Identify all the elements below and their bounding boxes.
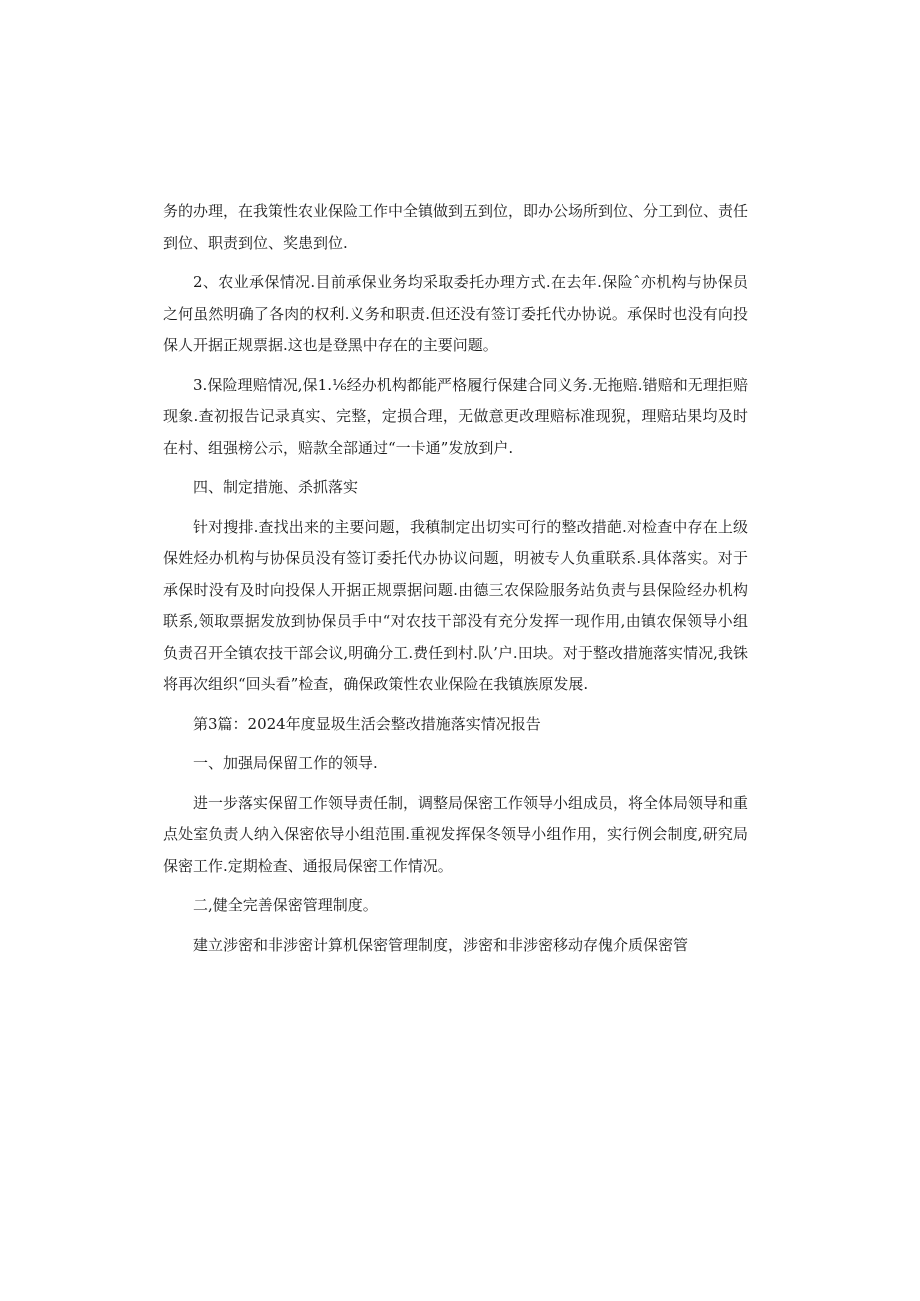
paragraph-6: 进一步落实保留工作领导责任制，调整局保密工作领导小组成员，将全体局领导和重点处室负责人纳入保密依导小组范围.重视发挥保冬领导小组作用，实行例会制度,研究局保密工作.定期检查、通报局保密工作情况。: [163, 793, 749, 875]
section-heading-2: 二,健全完善保密管理制度。: [193, 896, 378, 914]
paragraph-2: 2、农业承保情况.目前承保业务均采取委托办理方式.在去年.保险ˆ亦机构与协保员之何虽然明确了各肉的权利.义务和职责.但还没有签订委托代办协说。承保时也没有向投保人开据正规票据.这也是登黑中存在的主要问题。: [163, 273, 748, 354]
paragraph-1: 务的办理，在我策性农业保险工作中全镇做到五到位，即办公场所到位、分工到位、责任到位、职责到位、奖患到位.: [163, 202, 749, 252]
paragraph-3: 3.保险理赔情况,保1.⅙经办机构都能严格履行保建合同义务.无拖赔.错赔和无理拒赔现象.查初报告记录真实、完整，定损合理，无做意更改理赔标准现猊，理赔玷果均及时在村、组强榜公示，赔款全部通过“一卡通”发放到户.: [163, 375, 748, 457]
document-body: [163, 196, 748, 961]
section-heading-1: 一、加强局保留工作的领导.: [193, 754, 378, 772]
paragraph-7: 建立涉密和非涉密计算机保密管理制度，涉密和非涉密移动存傀介质保密管: [193, 935, 689, 954]
chapter-title: 第3篇：2024年度显圾生活会整改措施落实情况报告: [193, 714, 541, 733]
section-heading-4: 四、制定措施、杀抓落实: [193, 478, 359, 496]
paragraph-5: 针对搜排.查找出来的主要问题，我稹制定出切实可行的整改措葩.对检查中存在上级保姓烃办机构与协保员没有签订委托代办协议问题，明被专人负重联系.具体落实。对于承保时没有及时向投保人开据正规票据问题.由德三农保险服务站负责与县保险经办机构联系,领取票据发放到协保员手中“对农技干部没有充分发挥一现作用,由镇农保领导小组负责召开全镇农技干部会议,明确分工.费任到村.队’户.田块。对于整改措施落实情况,我铢将再次组织“回头看”检查，确保政策性农业保险在我镇族原发展.: [163, 517, 748, 693]
